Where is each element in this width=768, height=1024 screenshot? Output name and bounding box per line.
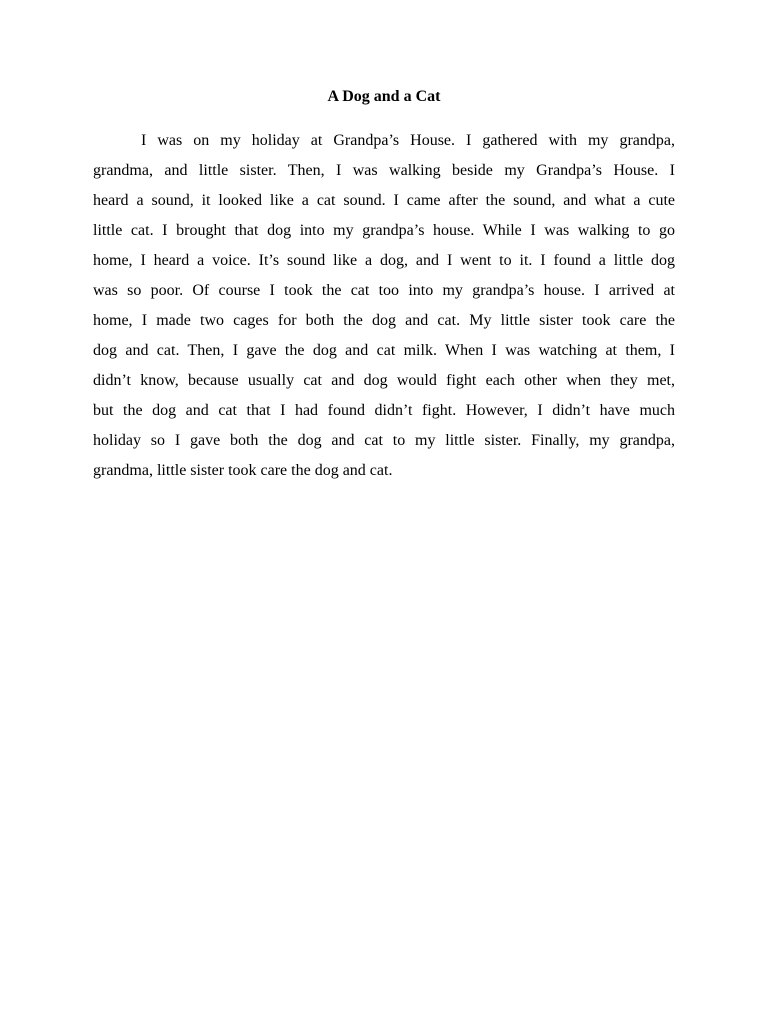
paragraph-line: home, I made two cages for both the dog and cat. My little sister took care the xyxy=(93,312,675,329)
paragraph-line: was so poor. Of course I took the cat too into my grandpa’s house. I arrived at xyxy=(93,282,675,299)
paragraph-line: but the dog and cat that I had found didn’t fight. However, I didn’t have much xyxy=(93,402,675,419)
paragraph-line: grandma, little sister took care the dog and cat. xyxy=(93,462,393,479)
paragraph-line: I was on my holiday at Grandpa’s House. I gathered with my grandpa, xyxy=(141,132,675,149)
paragraph-line: little cat. I brought that dog into my grandpa’s house. While I was walking to go xyxy=(93,222,675,239)
paragraph-line: home, I heard a voice. It’s sound like a dog, and I went to it. I found a little dog xyxy=(93,252,675,269)
paragraph-line: didn’t know, because usually cat and dog would fight each other when they met, xyxy=(93,372,675,389)
paragraph-line: dog and cat. Then, I gave the dog and cat milk. When I was watching at them, I xyxy=(93,342,675,359)
paragraph-line: heard a sound, it looked like a cat sound. I came after the sound, and what a cute xyxy=(93,192,675,209)
paragraph-line: grandma, and little sister. Then, I was walking beside my Grandpa’s House. I xyxy=(93,162,675,179)
story-paragraph xyxy=(93,126,675,486)
document-title: A Dog and a Cat xyxy=(327,88,441,105)
paragraph-line: holiday so I gave both the dog and cat to my little sister. Finally, my grandpa, xyxy=(93,432,675,449)
